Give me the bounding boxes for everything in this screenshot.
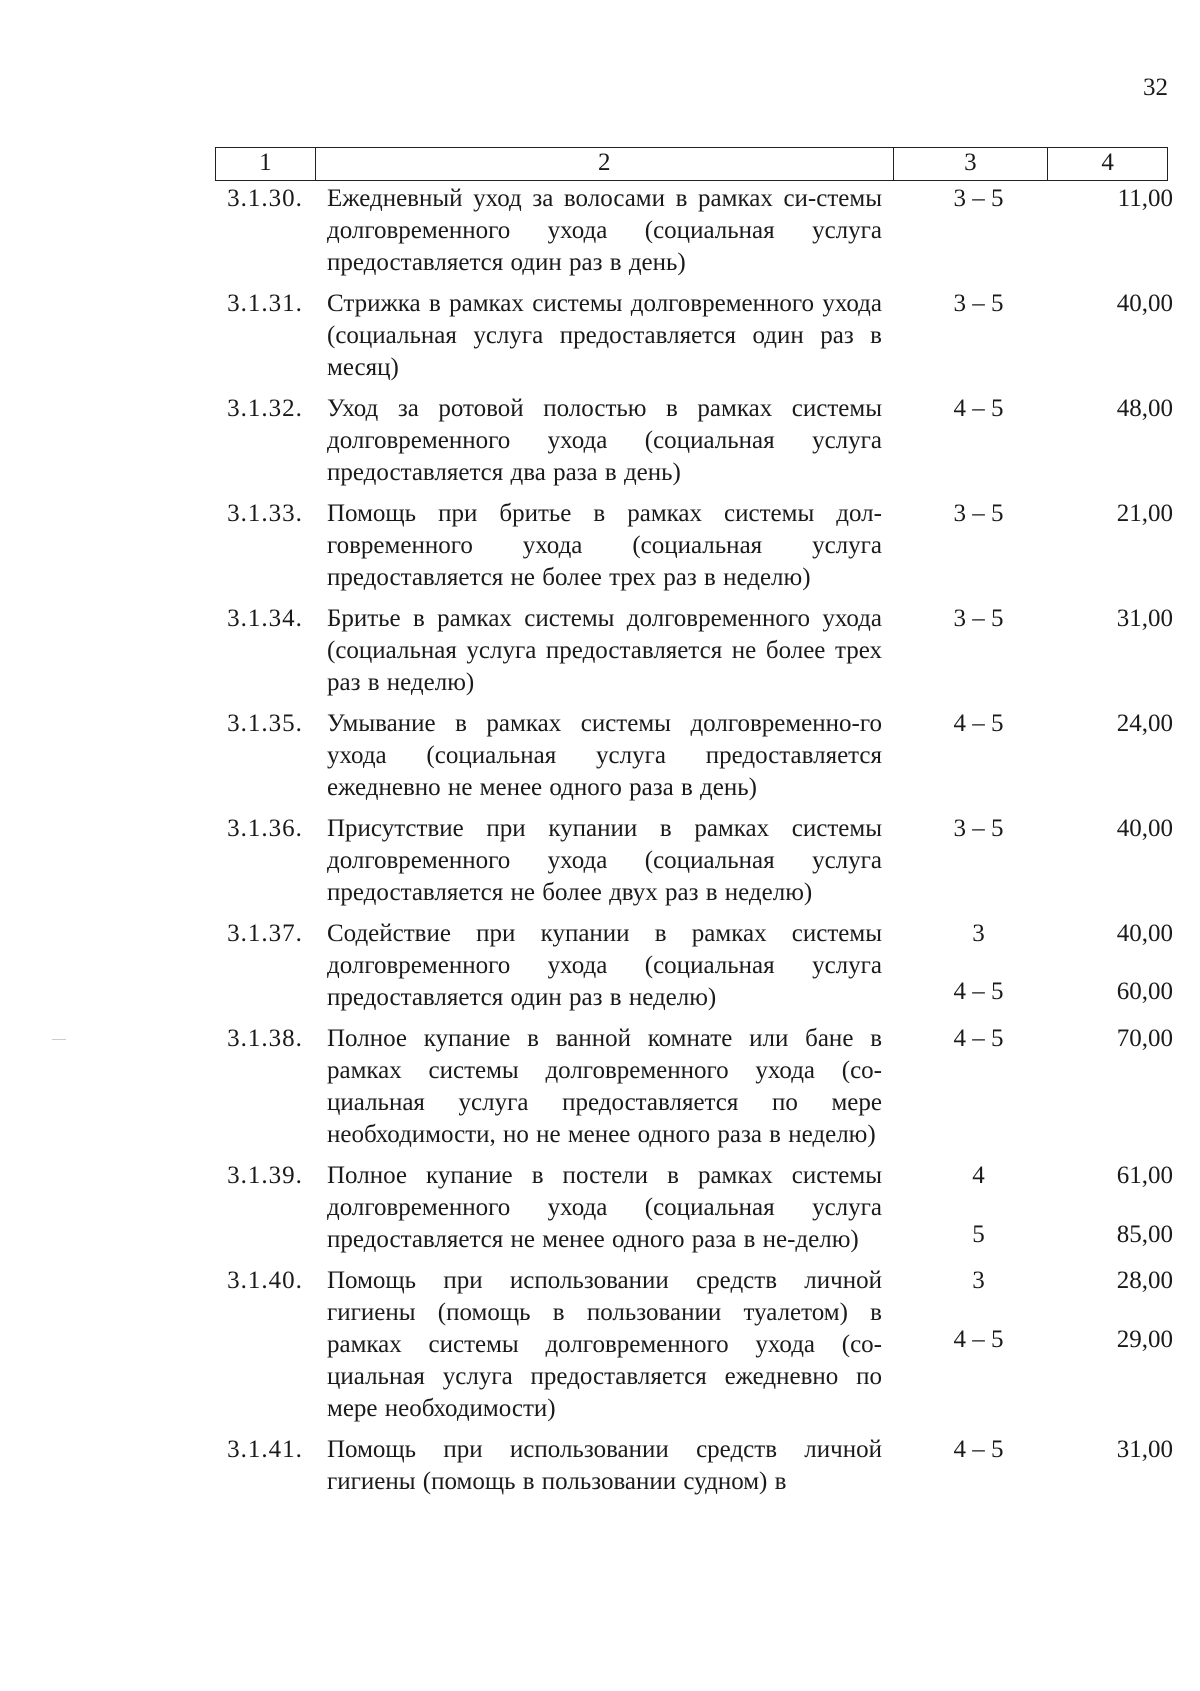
spacer [896, 1297, 1061, 1324]
row-number: 3.1.31. [227, 290, 303, 317]
row-description: Стрижка в рамках системы долговременного ухода (социальная услуга предоставляется один раз в месяц) [327, 290, 882, 381]
row-number: 3.1.37. [227, 920, 303, 947]
row-description: Ежедневный уход за волосами в рамках си-стемы долговременного ухода (социальная услуга предоставляется один раз в день) [327, 185, 882, 276]
price-value: 40,00 [1116, 290, 1173, 317]
row-group [896, 393, 1061, 489]
price-value: 40,00 [1116, 815, 1173, 842]
price-value: 11,00 [1117, 185, 1173, 212]
header-col-1: 1 [216, 148, 316, 180]
price-value: 29,00 [1116, 1326, 1173, 1353]
row-price [1061, 918, 1173, 1014]
page-number: 32 [1143, 74, 1168, 101]
scan-mark [52, 1039, 66, 1040]
row-number: 3.1.36. [227, 815, 303, 842]
group-value: 3 [972, 1267, 985, 1294]
group-value: 4 – 5 [953, 395, 1004, 422]
row-price [1061, 498, 1173, 594]
spacer [896, 1192, 1061, 1219]
row-group [896, 813, 1061, 909]
group-value: 3 – 5 [953, 605, 1004, 632]
row-price [1061, 603, 1173, 699]
row-price [1061, 1023, 1173, 1151]
group-value: 4 [972, 1162, 985, 1189]
row-number: 3.1.33. [227, 500, 303, 527]
row-description: Уход за ротовой полостью в рамках системы долговременного ухода (социальная услуга предоставляется два раза в день) [327, 395, 882, 486]
row-number: 3.1.38. [227, 1025, 303, 1052]
header-col-4: 4 [1101, 149, 1114, 176]
group-value: 4 – 5 [953, 1326, 1004, 1353]
row-price [1061, 288, 1173, 384]
table-body [215, 183, 1175, 1507]
row-group [896, 183, 1061, 279]
group-value: 3 [972, 920, 985, 947]
row-number: 3.1.34. [227, 605, 303, 632]
price-value: 70,00 [1116, 1025, 1173, 1052]
row-number: 3.1.39. [227, 1162, 303, 1189]
row-number: 3.1.30. [227, 185, 303, 212]
row-number: 3.1.35. [227, 710, 303, 737]
row-group [896, 1434, 1061, 1498]
row-description: Бритье в рамках системы долговременного ухода (социальная услуга предоставляется не более трех раз в неделю) [327, 605, 882, 696]
table-row [215, 1023, 1175, 1151]
table-row [215, 1265, 1175, 1425]
group-value: 3 – 5 [953, 500, 1004, 527]
table-header [215, 147, 1168, 181]
row-price [1061, 1160, 1173, 1256]
row-group [896, 708, 1061, 804]
row-description: Помощь при использовании средств личной гигиены (помощь в пользовании туалетом) в рамках системы долговременного ухода (со-циальная услуга предоставляется ежедневно по мере необходимости) [327, 1267, 882, 1422]
row-price [1061, 1265, 1173, 1425]
row-description: Помощь при бритье в рамках системы дол-говременного ухода (социальная услуга предоставляется не более трех раз в неделю) [327, 500, 882, 591]
table-row [215, 183, 1175, 279]
row-price [1061, 183, 1173, 279]
price-value: 21,00 [1116, 500, 1173, 527]
price-value: 48,00 [1116, 395, 1173, 422]
spacer [896, 950, 1061, 976]
row-description: Полное купание в ванной комнате или бане в рамках системы долговременного ухода (со-циальная услуга предоставляется по мере необходимости, но не менее одного раза в неделю) [327, 1025, 882, 1148]
table-row [215, 1434, 1175, 1498]
group-value: 5 [972, 1221, 985, 1248]
row-description: Умывание в рамках системы долговременно-го ухода (социальная услуга предоставляется ежедневно не менее одного раза в день) [327, 710, 882, 801]
group-value: 4 – 5 [953, 1436, 1004, 1463]
group-value: 4 – 5 [953, 710, 1004, 737]
row-price [1061, 708, 1173, 804]
price-value: 28,00 [1116, 1267, 1173, 1294]
row-number: 3.1.40. [227, 1267, 303, 1294]
table-row [215, 288, 1175, 384]
table-row [215, 918, 1175, 1014]
price-value: 24,00 [1116, 710, 1173, 737]
row-group [896, 1265, 1061, 1425]
table-row [215, 498, 1175, 594]
row-description: Присутствие при купании в рамках системы долговременного ухода (социальная услуга предоставляется не более двух раз в неделю) [327, 815, 882, 906]
table-row [215, 708, 1175, 804]
price-value: 61,00 [1116, 1162, 1173, 1189]
row-description: Помощь при использовании средств личной гигиены (помощь в пользовании судном) в [327, 1436, 882, 1495]
spacer [1061, 950, 1173, 976]
table-row [215, 813, 1175, 909]
row-price [1061, 393, 1173, 489]
price-value: 40,00 [1116, 920, 1173, 947]
price-value: 85,00 [1116, 1221, 1173, 1248]
row-price [1061, 1434, 1173, 1498]
row-group [896, 603, 1061, 699]
spacer [1061, 1297, 1173, 1324]
row-number: 3.1.32. [227, 395, 303, 422]
table-row [215, 603, 1175, 699]
row-group [896, 918, 1061, 1014]
price-value: 60,00 [1116, 978, 1173, 1005]
row-price [1061, 813, 1173, 909]
row-number: 3.1.41. [227, 1436, 303, 1463]
row-description: Содействие при купании в рамках системы долговременного ухода (социальная услуга предоставляется один раз в неделю) [327, 920, 882, 1011]
row-group [896, 498, 1061, 594]
group-value: 3 – 5 [953, 185, 1004, 212]
price-value: 31,00 [1116, 605, 1173, 632]
group-value: 4 – 5 [953, 978, 1004, 1005]
row-group [896, 288, 1061, 384]
group-value: 3 – 5 [953, 815, 1004, 842]
spacer [1061, 1192, 1173, 1219]
row-group [896, 1023, 1061, 1151]
table-row [215, 1160, 1175, 1256]
row-group [896, 1160, 1061, 1256]
group-value: 3 – 5 [953, 290, 1004, 317]
table-row [215, 393, 1175, 489]
header-col-3: 3 [894, 148, 1049, 180]
header-col-2: 2 [316, 148, 894, 180]
group-value: 4 – 5 [953, 1025, 1004, 1052]
row-description: Полное купание в постели в рамках системы долговременного ухода (социальная услуга предоставляется не менее одного раза в не-делю) [327, 1162, 882, 1253]
price-value: 31,00 [1116, 1436, 1173, 1463]
